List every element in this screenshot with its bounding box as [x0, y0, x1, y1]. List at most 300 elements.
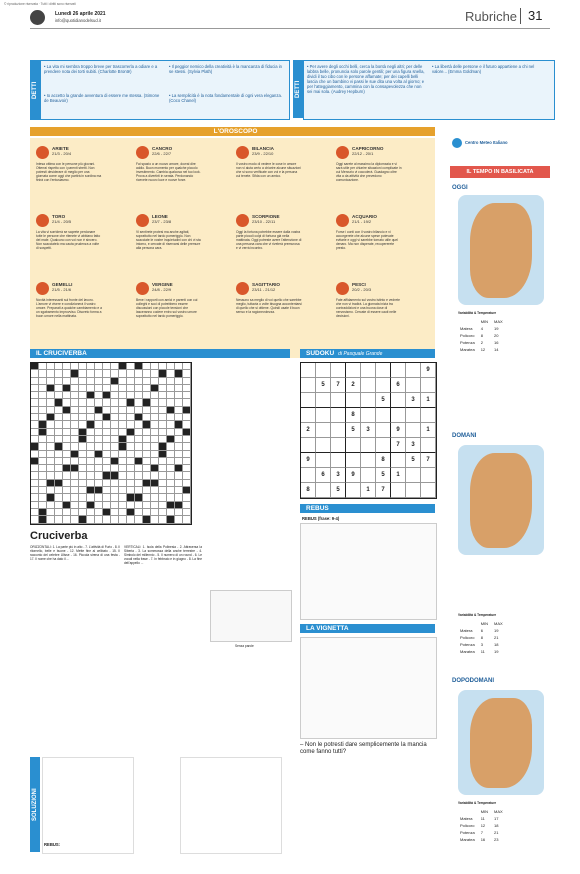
crossword-cell [79, 385, 87, 392]
sign-date: 22/12 - 20/1 [352, 151, 374, 156]
crossword-cell [71, 414, 79, 421]
sudoku-cell [361, 408, 376, 423]
temp-min: 8 [480, 635, 483, 640]
crossword-cell [47, 480, 55, 487]
crossword-cell [87, 502, 95, 509]
sudoku-cell [421, 468, 436, 483]
sudoku-cell [316, 483, 331, 498]
crossword-cell [135, 378, 143, 385]
crossword-cell [55, 363, 63, 370]
sudoku-cell [361, 438, 376, 453]
crossword-cell [183, 429, 191, 436]
temp-min: 8 [480, 333, 483, 338]
crossword-cell [167, 494, 175, 501]
sudoku-cell [391, 363, 406, 378]
crossword-cell [135, 421, 143, 428]
crossword-cell [103, 414, 111, 421]
crossword-cell [159, 363, 167, 370]
crossword-cell [79, 516, 87, 523]
crossword-cell [79, 502, 87, 509]
crossword-cell [167, 429, 175, 436]
crossword-cell [87, 421, 95, 428]
crossword-cell [39, 472, 47, 479]
crossword-cell [127, 480, 135, 487]
temp-max: 21 [494, 830, 499, 835]
crossword-cell [63, 407, 71, 414]
crossword-cell [39, 451, 47, 458]
crossword-cell [159, 494, 167, 501]
crossword-cell [151, 443, 159, 450]
sign-date: 21/1 - 19/2 [352, 219, 372, 224]
sudoku-cell [391, 453, 406, 468]
crossword-cell [159, 443, 167, 450]
sign-name: SAGITTARIO [252, 282, 280, 287]
city: Potenza [460, 642, 475, 647]
sign-name: BILANCIA [252, 146, 274, 151]
quote-item: • La vita mi sembra troppo breve per trascorrerla a odiare e a prendere nota dei torti subiti. (Charlotte Brontë) [44, 64, 158, 74]
sign-text: La vita vi sorriderà se saprete perdonare tutte le persone che ritenete vi abbiano fatto del male. Qualcuno con voi non è sincero. Non scacciatelo ma cauta prudenza a volte di sospetti. [36, 230, 101, 250]
crossword-cell [103, 458, 111, 465]
sign-name: TORO [52, 214, 66, 219]
crossword-cell [47, 509, 55, 516]
crossword-cell [95, 429, 103, 436]
crossword-cell [119, 378, 127, 385]
crossword-cell [47, 436, 55, 443]
quotes-left-box [40, 60, 290, 120]
temp-max: 19 [494, 326, 499, 331]
crossword-cell [183, 487, 191, 494]
crossword-cell [47, 414, 55, 421]
crossword-cell [87, 436, 95, 443]
sudoku-cell: 5 [331, 483, 346, 498]
aries-icon [36, 146, 49, 159]
leo-icon [136, 214, 149, 227]
crossword-cell [95, 414, 103, 421]
cruciverba-note: Senza parole [235, 644, 254, 648]
sudoku-cell: 8 [301, 483, 316, 498]
crossword-cell [87, 378, 95, 385]
vignetta-title: LA VIGNETTA [306, 625, 349, 632]
crossword-cell [39, 516, 47, 523]
crossword-cell [63, 399, 71, 406]
crossword-cell [63, 436, 71, 443]
crossword-cell [167, 363, 175, 370]
crossword-cell [119, 407, 127, 414]
meteo-day-label: DOPODOMANI [452, 678, 494, 684]
crossword-cell [39, 378, 47, 385]
sign-text: Oggi la fortuna potrebbe essere dalla vostra parte piccoli colpi di fortuna già nella mattinata. Oggi potreste avere l'attenzione di una persona cara che vi rivelerà premurosa e vi verrà incontro. [236, 230, 302, 250]
temp-max: 20 [494, 333, 499, 338]
crossword-cell [103, 407, 111, 414]
crossword-cell [175, 414, 183, 421]
soluzioni-crossword [42, 757, 134, 854]
sign-text: Forse i conti con il vostro bilancio e vi accorgerete che alcune spese potevate evitarle e oggi vi sarebbe tornato utile quel denaro. Ma non disperate, recupererete presto. [336, 230, 398, 250]
sign-name: GEMELLI [52, 282, 73, 287]
sudoku-cell [331, 423, 346, 438]
crossword-cell [39, 509, 47, 516]
crossword-cell [127, 399, 135, 406]
crossword-cell [151, 451, 159, 458]
crossword-cell [127, 421, 135, 428]
crossword-cell [95, 378, 103, 385]
crossword-cell [103, 378, 111, 385]
sudoku-cell [361, 363, 376, 378]
crossword-cell [79, 443, 87, 450]
crossword-cell [167, 370, 175, 377]
sudoku-cell [301, 363, 316, 378]
quote-item: • La libertà delle persone e il futuro appartiene a chi nel valore... (Emma Goldman) [432, 64, 535, 74]
page-number: 31 [528, 8, 543, 23]
crossword-cell [175, 458, 183, 465]
sudoku-cell [316, 393, 331, 408]
cruciverba-heading: Cruciverba [30, 530, 88, 542]
temp-max: 16 [494, 340, 499, 345]
crossword-cell [103, 472, 111, 479]
temp-min: 12 [480, 347, 486, 352]
crossword-cell [79, 436, 87, 443]
crossword-cell [127, 370, 135, 377]
crossword-cell [127, 487, 135, 494]
temp-min: 12 [480, 823, 486, 828]
crossword-cell [79, 399, 87, 406]
sudoku-cell: 7 [331, 378, 346, 393]
crossword-cell [55, 509, 63, 516]
crossword-cell [47, 421, 55, 428]
temp-min: 16 [480, 837, 486, 842]
crossword-cell [119, 458, 127, 465]
crossword-cell [103, 487, 111, 494]
temp-max: 23 [494, 837, 499, 842]
oroscopo-title: L'OROSCOPO [213, 128, 258, 135]
crossword-cell [31, 421, 39, 428]
crossword-cell [87, 480, 95, 487]
crossword-cell [47, 407, 55, 414]
sudoku-cell [391, 408, 406, 423]
crossword-cell [143, 429, 151, 436]
col-max: MAX [494, 809, 503, 814]
crossword-cell [183, 443, 191, 450]
sudoku-cell [421, 483, 436, 498]
crossword-cell [47, 465, 55, 472]
crossword-cell [71, 487, 79, 494]
temp-min: 6 [480, 628, 483, 633]
crossword-cell [103, 480, 111, 487]
crossword-cell [39, 407, 47, 414]
crossword-cell [87, 407, 95, 414]
crossword-cell [63, 378, 71, 385]
crossword-cell [111, 421, 119, 428]
crossword-cell [159, 502, 167, 509]
crossword-cell [79, 392, 87, 399]
crossword-cell [119, 414, 127, 421]
crossword-cell [111, 443, 119, 450]
crossword-cell [183, 421, 191, 428]
crossword-cell [79, 370, 87, 377]
crossword-cell [183, 480, 191, 487]
crossword-cell [103, 465, 111, 472]
sudoku-cell [346, 438, 361, 453]
crossword-cell [119, 421, 127, 428]
crossword-cell [135, 443, 143, 450]
crossword-cell [111, 451, 119, 458]
crossword-cell [55, 516, 63, 523]
sudoku-cell [346, 393, 361, 408]
crossword-cell [71, 465, 79, 472]
crossword-cell [135, 451, 143, 458]
sudoku-cell [301, 378, 316, 393]
crossword-cell [111, 436, 119, 443]
crossword-cell [127, 436, 135, 443]
crossword-cell [79, 472, 87, 479]
crossword-cell [71, 458, 79, 465]
crossword-cell [31, 451, 39, 458]
crossword-cell [151, 487, 159, 494]
crossword-cell [119, 472, 127, 479]
sign-name: SCORPIONE [252, 214, 280, 219]
crossword-cell [31, 458, 39, 465]
col-min: MIN [480, 319, 489, 324]
crossword-cell [103, 399, 111, 406]
crossword-cell [135, 385, 143, 392]
crossword-cell [183, 465, 191, 472]
crossword-cell [111, 429, 119, 436]
crossword-cell [95, 443, 103, 450]
quotes-right-box [303, 60, 555, 120]
crossword-cell [127, 414, 135, 421]
copyright-note: © riproduzione riservata · Tutti i diritti sono riservati [4, 2, 76, 6]
meteo-column [450, 133, 550, 873]
crossword-cell [31, 472, 39, 479]
crossword-cell [103, 451, 111, 458]
crossword-cell [143, 458, 151, 465]
sign-date: 20/2 - 20/3 [352, 287, 372, 292]
crossword-cell [111, 494, 119, 501]
col-min: MIN [480, 621, 489, 626]
sudoku-cell [361, 468, 376, 483]
crossword-cell [151, 414, 159, 421]
crossword-cell [87, 399, 95, 406]
sign-date: 24/8 - 22/9 [152, 287, 172, 292]
crossword-cell [167, 502, 175, 509]
crossword-cell [55, 436, 63, 443]
crossword-cell [127, 451, 135, 458]
crossword-cell [63, 370, 71, 377]
crossword-cell [63, 363, 71, 370]
crossword-cell [167, 378, 175, 385]
crossword-cell [31, 370, 39, 377]
header-divider [520, 8, 521, 24]
sudoku-cell: 5 [316, 378, 331, 393]
crossword-cell [111, 458, 119, 465]
sudoku-cell [301, 408, 316, 423]
crossword-cell [95, 407, 103, 414]
sign-text: Bene i rapporti con amici e parenti con cui colleghi e soci di potrebbero essere discussioni con piccole tensioni che lasceranno codere entro sul vostro umore soprattutto nel tardo pomeriggio. [136, 298, 198, 318]
crossword-cell [31, 414, 39, 421]
crossword-cell [119, 436, 127, 443]
sudoku-cell: 5 [406, 453, 421, 468]
sudoku-cell: 5 [346, 423, 361, 438]
sign-text: Vi sentirete protesi ma anche agitati, soprattutto nel tardo pomeriggio. Non scacciate le vostre inquietudini con chi vi sta intorno, e cercate di riservarsi delle premure alla persona cara. [136, 230, 201, 250]
crossword-cell [159, 421, 167, 428]
meteo-logo-text: Centro Meteo Italiano [465, 140, 508, 145]
crossword-cell [39, 414, 47, 421]
crossword-cell [135, 429, 143, 436]
basilicata-region-shape [470, 698, 532, 788]
city: Policoro [460, 333, 475, 338]
crossword-cell [143, 385, 151, 392]
crossword-cell [55, 370, 63, 377]
crossword-cell [175, 436, 183, 443]
crossword-cell [47, 378, 55, 385]
crossword-cell [143, 502, 151, 509]
crossword-cell [143, 494, 151, 501]
crossword-cell [159, 378, 167, 385]
crossword-cell [47, 385, 55, 392]
sign-date: 21/3 - 20/4 [52, 151, 72, 156]
crossword-cell [79, 429, 87, 436]
crossword-cell [111, 385, 119, 392]
crossword-cell [39, 443, 47, 450]
sudoku-cell: 2 [346, 378, 361, 393]
crossword-cell [135, 472, 143, 479]
crossword-cell [39, 363, 47, 370]
crossword-cell [159, 516, 167, 523]
sudoku-cell: 5 [376, 393, 391, 408]
crossword-cell [111, 370, 119, 377]
crossword-cell [95, 451, 103, 458]
crossword-cell [47, 363, 55, 370]
crossword-cell [95, 465, 103, 472]
crossword-cell [151, 509, 159, 516]
header-rule [30, 28, 550, 29]
crossword-cell [119, 370, 127, 377]
pisces-icon [336, 282, 349, 295]
sudoku-cell [316, 453, 331, 468]
temp-max: 19 [494, 649, 499, 654]
crossword-cell [167, 465, 175, 472]
crossword-cell [159, 480, 167, 487]
crossword-cell [87, 414, 95, 421]
sudoku-cell: 6 [391, 378, 406, 393]
crossword-cell [79, 414, 87, 421]
crossword-cell [39, 436, 47, 443]
crossword-cell [47, 472, 55, 479]
soluzioni-sudoku [180, 757, 282, 854]
crossword-cell [55, 378, 63, 385]
crossword-cell [111, 399, 119, 406]
crossword-cell [151, 378, 159, 385]
crossword-cell [103, 385, 111, 392]
city: Matera [460, 628, 473, 633]
crossword-cell [135, 494, 143, 501]
crossword-cell [135, 465, 143, 472]
crossword-cell [175, 378, 183, 385]
meteo-day-label: OGGI [452, 185, 468, 191]
crossword-cell [143, 480, 151, 487]
sudoku-cell: 8 [346, 408, 361, 423]
crossword-cell [71, 480, 79, 487]
sudoku-cell: 7 [421, 453, 436, 468]
crossword-cell [143, 465, 151, 472]
crossword-cell [111, 509, 119, 516]
crossword-cell [103, 429, 111, 436]
crossword-cell [159, 392, 167, 399]
meteo-table-domani [458, 619, 509, 656]
crossword-cell [71, 472, 79, 479]
temp-min: 7 [480, 830, 483, 835]
crossword-cell [143, 443, 151, 450]
crossword-cell [135, 414, 143, 421]
sudoku-cell [421, 378, 436, 393]
sudoku-cell [316, 438, 331, 453]
crossword-cell [111, 472, 119, 479]
crossword-cell [55, 429, 63, 436]
crossword-cell [143, 363, 151, 370]
crossword-cell [175, 502, 183, 509]
crossword-cell [95, 370, 103, 377]
temp-max: 18 [494, 823, 499, 828]
crossword-cell [175, 443, 183, 450]
crossword-cell [143, 487, 151, 494]
crossword-cell [103, 421, 111, 428]
sudoku-cell [376, 438, 391, 453]
section-title: Rubriche [465, 9, 518, 24]
sudoku-cell: 3 [406, 393, 421, 408]
crossword-cell [135, 487, 143, 494]
meteo-map-domani [458, 445, 544, 555]
crossword-cell [135, 436, 143, 443]
crossword-cell [127, 494, 135, 501]
crossword-cell [55, 399, 63, 406]
crossword-cell [31, 509, 39, 516]
gemini-icon [36, 282, 49, 295]
meteo-map-oggi [458, 195, 544, 305]
crossword-cell [175, 399, 183, 406]
crossword-cell [135, 392, 143, 399]
crossword-cell [79, 480, 87, 487]
crossword-cell [175, 370, 183, 377]
sign-date: 22/6 - 22/7 [152, 151, 172, 156]
crossword-cell [159, 472, 167, 479]
crossword-cell [111, 407, 119, 414]
sudoku-cell [421, 408, 436, 423]
col-max: MAX [494, 621, 503, 626]
sign-text: Oggi sarete al massimo la diplomazia e vi sarà utile per chiarire situazioni complicate in cui Mercurio vi coccolerà. Guadagno oltre vita a da attività che prevedono comunicazione. [336, 162, 402, 182]
crossword-cell [111, 480, 119, 487]
sign-date: 23/11 - 21/12 [252, 287, 276, 292]
crossword-cell [39, 458, 47, 465]
crossword-cell [71, 509, 79, 516]
temp-min: 11 [480, 649, 485, 654]
crossword-cell [119, 516, 127, 523]
sudoku-cell: 1 [361, 483, 376, 498]
meteo-header: IL TEMPO IN BASILICATA [450, 166, 550, 178]
crossword-cell [119, 443, 127, 450]
cruciverba-verticali: VERTICALI: 1. Isola della Polinesia - 2. Attraversa la Siberia - 3. La sommossa della anche terrestre - 4. Simbolo del millennio - 5. Il numero di un round - 6. Le vocali nella frase - 7. In febbraio e in giugno - 8. La fine dell'appello ... [124, 545, 202, 565]
crossword-cell [127, 429, 135, 436]
oroscopo-title-bar [30, 127, 435, 136]
crossword-cell [151, 480, 159, 487]
sudoku-cell [331, 408, 346, 423]
crossword-cell [143, 516, 151, 523]
crossword-cell [55, 458, 63, 465]
crossword-cell [119, 429, 127, 436]
sudoku-cell [301, 438, 316, 453]
crossword-cell [95, 399, 103, 406]
quote-item: • Per avere degli occhi belli, cerca la bontà negli altri; per delle labbra belle, pronuncia solo parole gentili; per una figura snella, dividi il tuo cibo con le persone affamate; per dei capelli belli lascia che un bambino vi passi le sue dita una volta al giorno; e per l'atteggiamento, cammina con la consapevolezza che non sei mai sola. (Audrey Hepburn) [307, 64, 425, 94]
crossword-cell [63, 480, 71, 487]
crossword-cell [159, 451, 167, 458]
